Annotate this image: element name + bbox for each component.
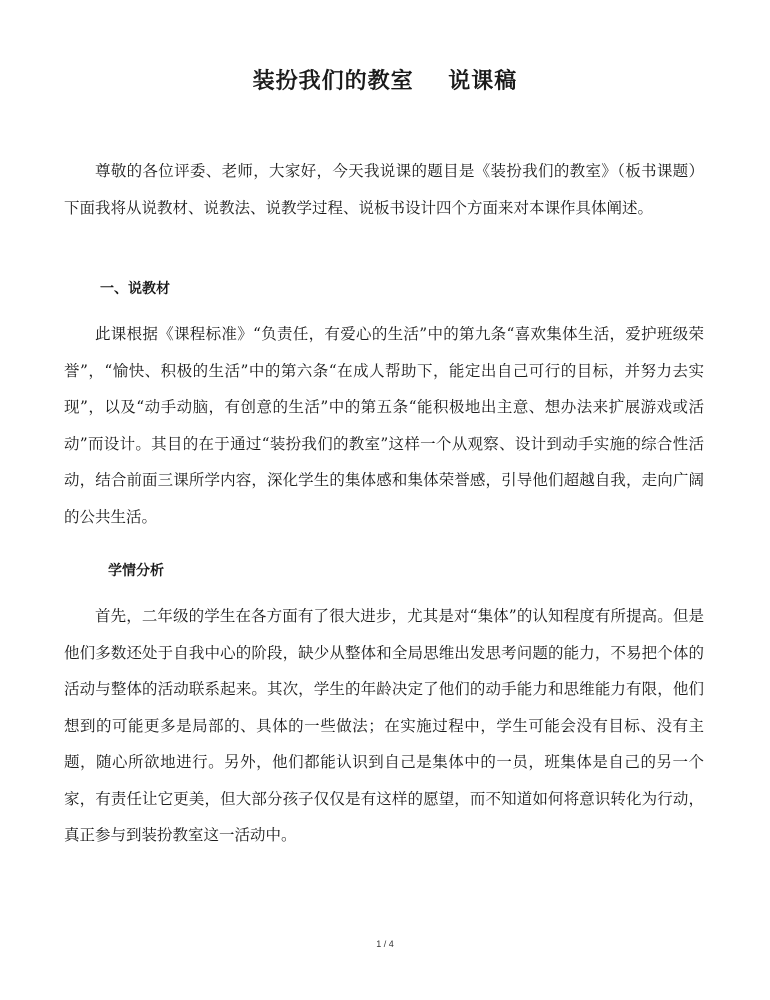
intro-block (64, 153, 704, 226)
intro-paragraph: 尊敬的各位评委、老师，大家好，今天我说课的题目是《装扮我们的教室》（板书课题）下面我将从说教材、说教法、说教学过程、说板书设计四个方面来对本课作具体阐述。 (64, 162, 704, 217)
subsection-student-analysis-block (64, 598, 704, 854)
subsection-heading-student-analysis: 学情分析 (108, 563, 164, 579)
section-textbook-block (64, 316, 704, 535)
subsection-student-analysis-paragraph: 首先，二年级的学生在各方面有了很大进步，尤其是对“集体”的认知程度有所提高。但是他们多数还处于自我中心的阶段，缺少从整体和全局思维出发思考问题的能力，不易把个体的活动与整体的活动联系起来。其次，学生的年龄决定了他们的动手能力和思维能力有限，他们想到的可能更多是局部的、具体的一些做法；在实施过程中，学生可能会没有目标、没有主题，随心所欲地进行。另外，他们都能认识到自己是集体中的一员，班集体是自己的另一个家，有责任让它更美，但大部分孩子仅仅是有这样的愿望，而不知道如何将意识转化为行动，真正参与到装扮教室这一活动中。 (64, 607, 704, 844)
section-heading-textbook: 一、说教材 (100, 281, 170, 297)
section-textbook-paragraph: 此课根据《课程标准》“负责任，有爱心的生活”中的第九条“喜欢集体生活，爱护班级荣誉”，“愉快、积极的生活”中的第六条“在成人帮助下，能定出自己可行的目标，并努力去实现”，以及“动手动脑，有创意的生活”中的第五条“能积极地出主意、想办法来扩展游戏或活动”而设计。其目的在于通过“装扮我们的教室”这样一个从观察、设计到动手实施的综合性活动，结合前面三课所学内容，深化学生的集体感和集体荣誉感，引导他们超越自我，走向广阔的公共生活。 (64, 325, 704, 526)
document-title: 装扮我们的教室 说课稿 (252, 69, 518, 94)
page-number: 1 / 4 (376, 939, 394, 949)
